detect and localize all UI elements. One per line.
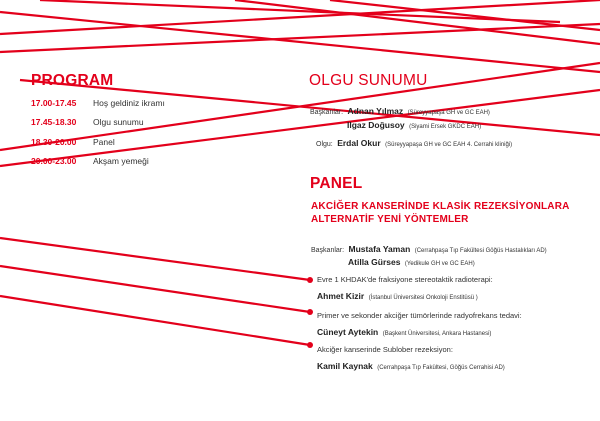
talk-item	[317, 311, 522, 340]
chair-name: Ilgaz Doğusoy	[347, 120, 405, 130]
program-activity: Hoş geldiniz ikramı	[93, 98, 165, 108]
speaker-affiliation: (Cerrahpaşa Tıp Fakültesi, Göğüs Cerrahisi AD)	[377, 365, 505, 371]
talk-topic: Akciğer kanserinde Sublober rezeksiyon:	[317, 345, 453, 354]
panel-subtitle-line-1: AKCİĞER KANSERİNDE KLASİK REZEKSİYONLARA	[311, 201, 570, 212]
program-title: PROGRAM	[31, 72, 114, 89]
program-activity: Akşam yemeği	[93, 156, 149, 166]
program-item	[31, 156, 149, 166]
program-item	[31, 117, 144, 127]
chair-affiliation: (Yedikule GH ve GC EAH)	[404, 261, 475, 267]
panel-title: PANEL	[310, 175, 363, 192]
chair-affiliation: (Siyami Ersek GKDC EAH)	[409, 124, 482, 130]
speaker-affiliation: (İstanbul Üniversitesi Onkoloji Enstitüsü )	[368, 295, 478, 301]
olgu-chair-2	[347, 115, 481, 133]
case-affiliation: (Süreyyapaşa GH ve GC EAH 4. Cerrahi kliniği)	[385, 142, 513, 148]
speaker-name: Kamil Kaynak	[317, 361, 373, 371]
chair-name: Adnan Yılmaz	[347, 106, 404, 116]
panel-subtitle	[311, 200, 570, 226]
panel-subtitle-line-2: ALTERNATİF YENİ YÖNTEMLER	[311, 214, 469, 225]
chair-affiliation: (Cerrahpaşa Tıp Fakültesi Göğüs Hastalıkları AD)	[414, 248, 547, 254]
program-item	[31, 98, 165, 108]
olgu-title: OLGU SUNUMU	[309, 72, 428, 89]
speaker-name: Cüneyt Aytekin	[317, 327, 379, 337]
olgu-case	[316, 133, 512, 151]
program-item	[31, 137, 115, 147]
chair-name: Atilla Gürses	[348, 257, 401, 267]
talk-item	[317, 345, 505, 374]
program-time: 17.45-18.30	[31, 117, 77, 127]
talk-item	[317, 275, 493, 304]
chairs-label: Başkanlar:	[311, 247, 345, 254]
chair-name: Mustafa Yaman	[348, 244, 411, 254]
program-activity: Olgu sunumu	[93, 117, 144, 127]
talk-topic: Primer ve sekonder akciğer tümörlerinde radyofrekans tedavi:	[317, 311, 522, 320]
talk-topic: Evre 1 KHDAK'de fraksiyone stereotaktik radioterapi:	[317, 275, 493, 284]
speaker-name: Ahmet Kizir	[317, 291, 365, 301]
program-time: 17.00-17.45	[31, 98, 77, 108]
speaker-affiliation: (Başkent Üniversitesi, Ankara Hastanesi)	[382, 331, 492, 337]
case-label: Olgu:	[316, 141, 333, 148]
panel-chair-2	[348, 252, 475, 270]
chair-affiliation: (Süreyyapaşa GH ve GC EAH)	[407, 110, 490, 116]
program-time: 18.30-20.00	[31, 137, 77, 147]
case-presenter-name: Erdal Okur	[337, 138, 381, 148]
program-activity: Panel	[93, 137, 115, 147]
program-time: 20.00-23.00	[31, 156, 77, 166]
chairs-label: Başkanlar:	[310, 109, 344, 116]
